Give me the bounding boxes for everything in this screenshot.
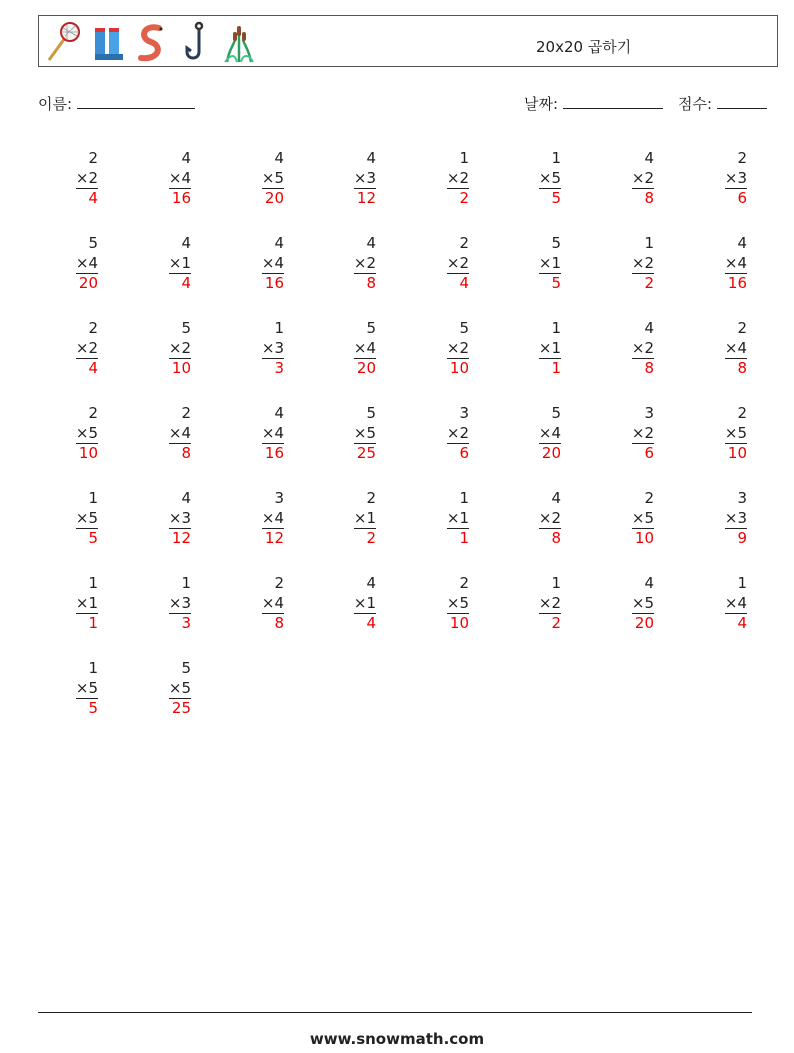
multiplier: ×2	[446, 423, 469, 442]
problem-item	[38, 489, 98, 549]
answer: 2	[632, 273, 654, 292]
multiplicand: 2	[366, 489, 376, 507]
multiplicand: 2	[737, 319, 747, 337]
multiplier: ×5	[446, 593, 469, 612]
multiplicand: 3	[459, 404, 469, 422]
multiplier: ×2	[446, 253, 469, 272]
answer: 2	[539, 613, 561, 632]
multiplicand: 5	[181, 659, 191, 677]
answer: 8	[169, 443, 191, 462]
answer: 3	[262, 358, 284, 377]
problem-item	[316, 319, 376, 379]
answer: 10	[725, 443, 747, 462]
problem-item	[131, 404, 191, 464]
problem-item	[131, 489, 191, 549]
multiplicand: 4	[551, 489, 561, 507]
problem-item	[38, 574, 98, 634]
problem-item	[501, 489, 561, 549]
multiplier: ×2	[538, 593, 561, 612]
multiplier: ×5	[75, 423, 98, 442]
multiplicand: 5	[88, 234, 98, 252]
problem-item	[594, 574, 654, 634]
problem-item	[594, 234, 654, 294]
multiplicand: 1	[88, 574, 98, 592]
problem-item	[131, 149, 191, 209]
answer: 8	[539, 528, 561, 547]
multiplicand: 2	[737, 149, 747, 167]
name-field	[38, 93, 195, 114]
multiplicand: 5	[459, 319, 469, 337]
problem-item	[409, 319, 469, 379]
problem-item	[687, 234, 747, 294]
multiplicand: 1	[459, 149, 469, 167]
multiplier: ×4	[261, 593, 284, 612]
multiplier: ×2	[631, 168, 654, 187]
butterfly-net-icon	[45, 20, 81, 64]
answer: 1	[539, 358, 561, 377]
multiplier: ×5	[261, 168, 284, 187]
multiplier: ×4	[724, 253, 747, 272]
problem-item	[131, 319, 191, 379]
problem-item	[687, 319, 747, 379]
problem-item	[38, 234, 98, 294]
multiplicand: 4	[644, 319, 654, 337]
answer: 10	[632, 528, 654, 547]
answer: 16	[169, 188, 191, 207]
multiplier: ×2	[538, 508, 561, 527]
multiplicand: 4	[366, 234, 376, 252]
multiplicand: 4	[366, 574, 376, 592]
score-label: 점수:	[678, 95, 713, 113]
multiplicand: 1	[551, 574, 561, 592]
multiplier: ×3	[724, 168, 747, 187]
problem-item	[501, 574, 561, 634]
multiplicand: 2	[181, 404, 191, 422]
multiplier: ×1	[353, 593, 376, 612]
answer: 8	[632, 358, 654, 377]
answer: 4	[76, 358, 98, 377]
answer: 8	[632, 188, 654, 207]
problem-item	[224, 489, 284, 549]
answer: 10	[447, 613, 469, 632]
multiplier: ×1	[538, 253, 561, 272]
multiplier: ×3	[168, 593, 191, 612]
multiplicand: 5	[181, 319, 191, 337]
answer: 5	[539, 273, 561, 292]
multiplier: ×4	[168, 423, 191, 442]
multiplier: ×4	[538, 423, 561, 442]
multiplicand: 2	[737, 404, 747, 422]
answer: 6	[725, 188, 747, 207]
problem-item	[316, 489, 376, 549]
answer: 4	[169, 273, 191, 292]
multiplier: ×2	[631, 338, 654, 357]
worksheet-title: 20x20 곱하기	[536, 38, 632, 56]
answer: 6	[447, 443, 469, 462]
multiplicand: 4	[181, 234, 191, 252]
answer: 1	[447, 528, 469, 547]
multiplier: ×4	[261, 253, 284, 272]
multiplicand: 3	[644, 404, 654, 422]
multiplier: ×5	[75, 678, 98, 697]
problem-item	[501, 319, 561, 379]
footer-divider	[38, 1012, 752, 1013]
problem-item	[316, 149, 376, 209]
answer: 3	[169, 613, 191, 632]
problem-item	[316, 574, 376, 634]
answer: 8	[262, 613, 284, 632]
multiplier: ×4	[261, 508, 284, 527]
multiplicand: 2	[274, 574, 284, 592]
multiplicand: 1	[88, 489, 98, 507]
multiplicand: 1	[644, 234, 654, 252]
multiplier: ×4	[168, 168, 191, 187]
multiplicand: 5	[551, 404, 561, 422]
multiplier: ×2	[631, 423, 654, 442]
problem-item	[501, 404, 561, 464]
worksheet-header	[38, 15, 778, 67]
multiplicand: 1	[459, 489, 469, 507]
problem-item	[131, 659, 191, 719]
multiplier: ×3	[353, 168, 376, 187]
problem-item	[224, 319, 284, 379]
answer: 4	[354, 613, 376, 632]
problem-item	[38, 149, 98, 209]
multiplier: ×1	[446, 508, 469, 527]
multiplier: ×5	[75, 508, 98, 527]
answer: 5	[76, 528, 98, 547]
problem-item	[38, 659, 98, 719]
answer: 12	[169, 528, 191, 547]
answer: 2	[447, 188, 469, 207]
multiplier: ×4	[724, 338, 747, 357]
multiplier: ×5	[538, 168, 561, 187]
answer: 10	[76, 443, 98, 462]
problem-item	[224, 149, 284, 209]
multiplicand: 5	[366, 319, 376, 337]
multiplicand: 1	[88, 659, 98, 677]
multiplicand: 5	[551, 234, 561, 252]
multiplicand: 4	[274, 404, 284, 422]
problem-item	[224, 234, 284, 294]
multiplicand: 4	[644, 574, 654, 592]
date-label: 날짜:	[524, 95, 559, 113]
rain-boots-icon	[89, 20, 125, 64]
answer: 12	[262, 528, 284, 547]
multiplier: ×2	[353, 253, 376, 272]
answer: 20	[354, 358, 376, 377]
multiplier: ×4	[353, 338, 376, 357]
score-field	[678, 93, 767, 114]
answer: 20	[539, 443, 561, 462]
problem-item	[38, 319, 98, 379]
multiplier: ×3	[261, 338, 284, 357]
name-blank	[77, 94, 195, 109]
problem-item	[409, 574, 469, 634]
cattail-reeds-icon	[221, 20, 257, 64]
multiplicand: 5	[366, 404, 376, 422]
answer: 8	[354, 273, 376, 292]
problem-item	[594, 489, 654, 549]
multiplicand: 4	[181, 149, 191, 167]
problem-item	[594, 404, 654, 464]
problem-item	[224, 404, 284, 464]
answer: 5	[539, 188, 561, 207]
multiplicand: 1	[737, 574, 747, 592]
multiplicand: 3	[274, 489, 284, 507]
problem-item	[687, 489, 747, 549]
multiplicand: 2	[88, 319, 98, 337]
multiplier: ×2	[168, 338, 191, 357]
answer: 5	[76, 698, 98, 717]
problem-item	[687, 574, 747, 634]
multiplier: ×2	[446, 168, 469, 187]
answer: 4	[447, 273, 469, 292]
multiplier: ×2	[631, 253, 654, 272]
date-field	[524, 93, 663, 114]
answer: 6	[632, 443, 654, 462]
answer: 20	[632, 613, 654, 632]
answer: 20	[262, 188, 284, 207]
footer-site: www.snowmath.com	[309, 1030, 485, 1048]
multiplier: ×2	[75, 168, 98, 187]
multiplicand: 2	[459, 574, 469, 592]
problem-item	[687, 404, 747, 464]
multiplicand: 4	[274, 234, 284, 252]
multiplier: ×5	[631, 593, 654, 612]
answer: 20	[76, 273, 98, 292]
multiplicand: 4	[644, 149, 654, 167]
multiplier: ×1	[538, 338, 561, 357]
multiplier: ×5	[353, 423, 376, 442]
answer: 16	[262, 273, 284, 292]
answer: 4	[725, 613, 747, 632]
multiplicand: 4	[737, 234, 747, 252]
multiplicand: 2	[88, 149, 98, 167]
multiplicand: 3	[737, 489, 747, 507]
answer: 4	[76, 188, 98, 207]
answer: 1	[76, 613, 98, 632]
problem-item	[131, 574, 191, 634]
problem-item	[501, 149, 561, 209]
answer: 9	[725, 528, 747, 547]
multiplier: ×1	[75, 593, 98, 612]
problem-item	[594, 149, 654, 209]
multiplier: ×2	[446, 338, 469, 357]
multiplicand: 2	[88, 404, 98, 422]
problem-item	[224, 574, 284, 634]
name-label: 이름:	[38, 95, 73, 113]
answer: 25	[169, 698, 191, 717]
problem-item	[316, 404, 376, 464]
multiplier: ×5	[631, 508, 654, 527]
multiplier: ×4	[724, 593, 747, 612]
answer: 16	[725, 273, 747, 292]
problem-item	[38, 404, 98, 464]
answer: 10	[169, 358, 191, 377]
problem-item	[316, 234, 376, 294]
answer: 25	[354, 443, 376, 462]
multiplicand: 4	[366, 149, 376, 167]
problem-item	[409, 404, 469, 464]
score-blank	[717, 94, 767, 109]
multiplicand: 1	[181, 574, 191, 592]
multiplier: ×4	[261, 423, 284, 442]
answer: 8	[725, 358, 747, 377]
answer: 10	[447, 358, 469, 377]
problem-item	[501, 234, 561, 294]
multiplicand: 4	[274, 149, 284, 167]
multiplier: ×3	[724, 508, 747, 527]
multiplier: ×2	[75, 338, 98, 357]
multiplicand: 1	[551, 149, 561, 167]
multiplier: ×5	[168, 678, 191, 697]
multiplicand: 4	[181, 489, 191, 507]
multiplier: ×4	[75, 253, 98, 272]
worm-icon	[133, 20, 169, 64]
multiplicand: 2	[459, 234, 469, 252]
problem-item	[409, 149, 469, 209]
answer: 16	[262, 443, 284, 462]
problem-item	[409, 234, 469, 294]
answer: 2	[354, 528, 376, 547]
multiplier: ×1	[353, 508, 376, 527]
fish-hook-icon	[177, 20, 213, 64]
date-blank	[563, 94, 663, 109]
multiplier: ×1	[168, 253, 191, 272]
header-icons	[45, 20, 257, 64]
multiplicand: 1	[274, 319, 284, 337]
problem-item	[594, 319, 654, 379]
problem-item	[131, 234, 191, 294]
multiplicand: 1	[551, 319, 561, 337]
multiplier: ×3	[168, 508, 191, 527]
problem-item	[409, 489, 469, 549]
answer: 12	[354, 188, 376, 207]
multiplicand: 2	[644, 489, 654, 507]
multiplier: ×5	[724, 423, 747, 442]
problem-item	[687, 149, 747, 209]
